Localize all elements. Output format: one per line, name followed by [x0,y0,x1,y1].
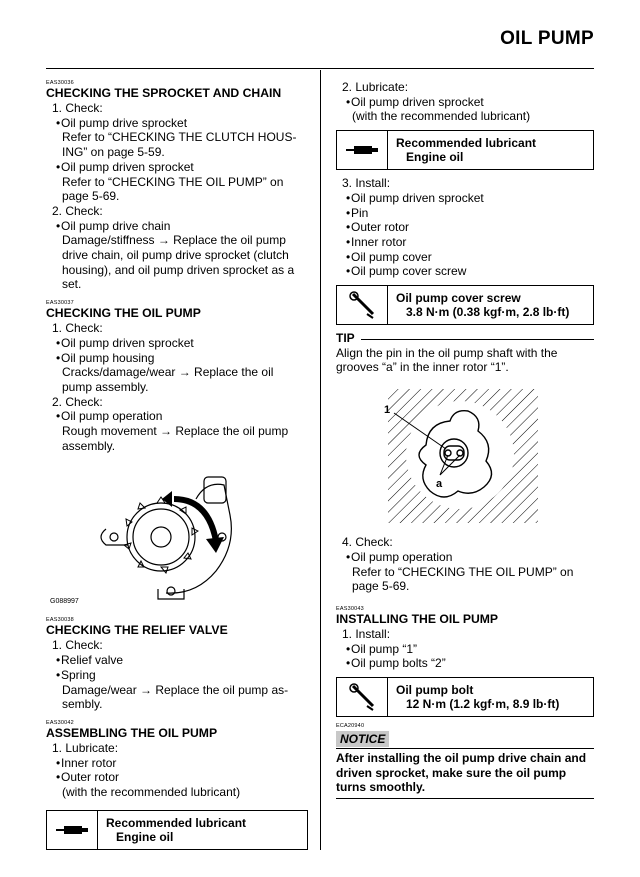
list-item: • Oil pump bolts “2” [346,656,446,671]
oil-can-icon [337,131,388,169]
top-rule [46,68,594,69]
ref-text: Refer to “CHECKING THE CLUTCH HOUS- [62,130,297,145]
list-item: • Pin [346,205,369,220]
left-column [46,72,308,854]
body-text: Damage/wear → Replace the oil pump as- [62,682,289,697]
list-item: • Oil pump driven sprocket [346,190,484,205]
tip-header [336,331,594,346]
step: 1. Lubricate: [52,740,119,755]
section-heading: INSTALLING THE OIL PUMP [336,611,499,626]
body-text: (with the recommended lubricant) [62,785,241,800]
step: 2. Check: [52,394,103,409]
step: 3. Install: [342,176,391,191]
section-code: EAS30037 [46,300,74,307]
notice-code: ECA20940 [336,723,365,730]
tip-text: grooves “a” in the inner rotor “1”. [336,360,509,375]
body-text: set. [62,277,82,292]
right-column [336,80,594,799]
spec-label: Recommended lubricant [106,815,247,830]
step: 1. Check: [52,321,103,336]
section-heading: CHECKING THE RELIEF VALVE [46,623,228,638]
list-item: • Oil pump cover [346,249,432,264]
spec-value: 12 N·m (1.2 kgf·m, 8.9 lb·ft) [406,697,560,712]
spec-value: 3.8 N·m (0.38 kgf·m, 2.8 lb·ft) [406,305,570,320]
list-item: • Relief valve [56,653,124,668]
spec-label: Oil pump bolt [396,683,474,698]
step: 2. Check: [52,203,103,218]
notice-text: driven sprocket, make sure the oil pump [336,765,567,780]
lubricant-spec-box [336,130,594,170]
list-item: • Oil pump drive sprocket [56,115,188,130]
spec-value: Engine oil [116,829,174,844]
spec-value: Engine oil [406,150,464,165]
section-heading: CHECKING THE SPROCKET AND CHAIN [46,86,282,100]
ref-text: ING” on page 5-59. [62,145,165,160]
callout-1: 1 [384,404,391,417]
body-text: page 5-69. [352,579,410,594]
spec-label: Oil pump cover screw [396,291,521,306]
lubricant-spec-box [46,810,308,850]
list-item: • Oil pump housing [56,350,155,365]
body-text: assembly. [62,438,116,453]
notice-body [336,748,594,799]
list-item: • Oil pump operation [346,549,453,564]
torque-spec-box [336,677,594,717]
list-item: • Outer rotor [56,770,120,785]
step: 2. Lubricate: [342,80,409,94]
oil-pump-figure [46,459,308,609]
column-divider [320,70,321,850]
torque-spec-box [336,285,594,325]
torque-wrench-icon [337,286,388,324]
list-item: • Inner rotor [56,755,117,770]
list-item: • Oil pump drive chain [56,218,171,233]
body-text: Rough movement → Replace the oil pump [62,424,289,439]
list-item: • Oil pump driven sprocket [56,159,194,174]
step: 1. Install: [342,626,391,641]
body-text: pump assembly. [62,379,149,394]
callout-a: a [436,478,443,491]
step: 1. Check: [52,101,103,115]
figure-code: G088997 [50,597,79,605]
list-item: • Spring [56,667,96,682]
tip-text: Align the pin in the oil pump shaft with the [336,345,558,360]
section-heading: ASSEMBLING THE OIL PUMP [46,725,218,740]
list-item: • Inner rotor [346,234,407,249]
section-code: EAS30043 [336,605,364,612]
section-heading: CHECKING THE OIL PUMP [46,306,201,321]
step: 4. Check: [342,535,393,550]
spec-label: Recommended lubricant [396,136,537,151]
ref-text: page 5-69. [62,189,120,204]
body-text: Refer to “CHECKING THE OIL PUMP” on [352,564,574,579]
section-code: EAS30038 [46,617,74,624]
body-text: drive chain, oil pump drive sprocket (clutch [62,248,289,263]
notice-label: NOTICE [336,731,389,747]
torque-wrench-icon [337,678,388,716]
oil-can-icon [47,811,98,849]
body-text: Damage/stiffness → Replace the oil pump [62,233,286,248]
tip-label: TIP [336,331,355,346]
rotor-figure [336,383,594,531]
section-code: EAS30036 [46,80,74,86]
list-item: • Oil pump driven sprocket [56,335,194,350]
rotor-illustration [336,383,594,531]
body-text: sembly. [62,697,103,712]
section-code: EAS30042 [46,719,74,726]
page-title: OIL PUMP [500,28,594,49]
list-item: • Outer rotor [346,220,410,235]
list-item: • Oil pump operation [56,409,163,424]
notice-text: turns smoothly. [336,780,426,795]
ref-text: Refer to “CHECKING THE OIL PUMP” on [62,174,284,189]
list-item: • Oil pump driven sprocket [346,94,484,109]
notice-text: After installing the oil pump drive chain and [336,751,587,766]
list-item: • Oil pump “1” [346,641,418,656]
oil-pump-illustration [46,459,308,609]
body-text: (with the recommended lubricant) [352,109,531,124]
body-text: Cracks/damage/wear → Replace the oil [62,365,274,380]
body-text: housing), and oil pump driven sprocket as a [62,262,295,277]
step: 1. Check: [52,638,103,653]
list-item: • Oil pump cover screw [346,264,467,279]
